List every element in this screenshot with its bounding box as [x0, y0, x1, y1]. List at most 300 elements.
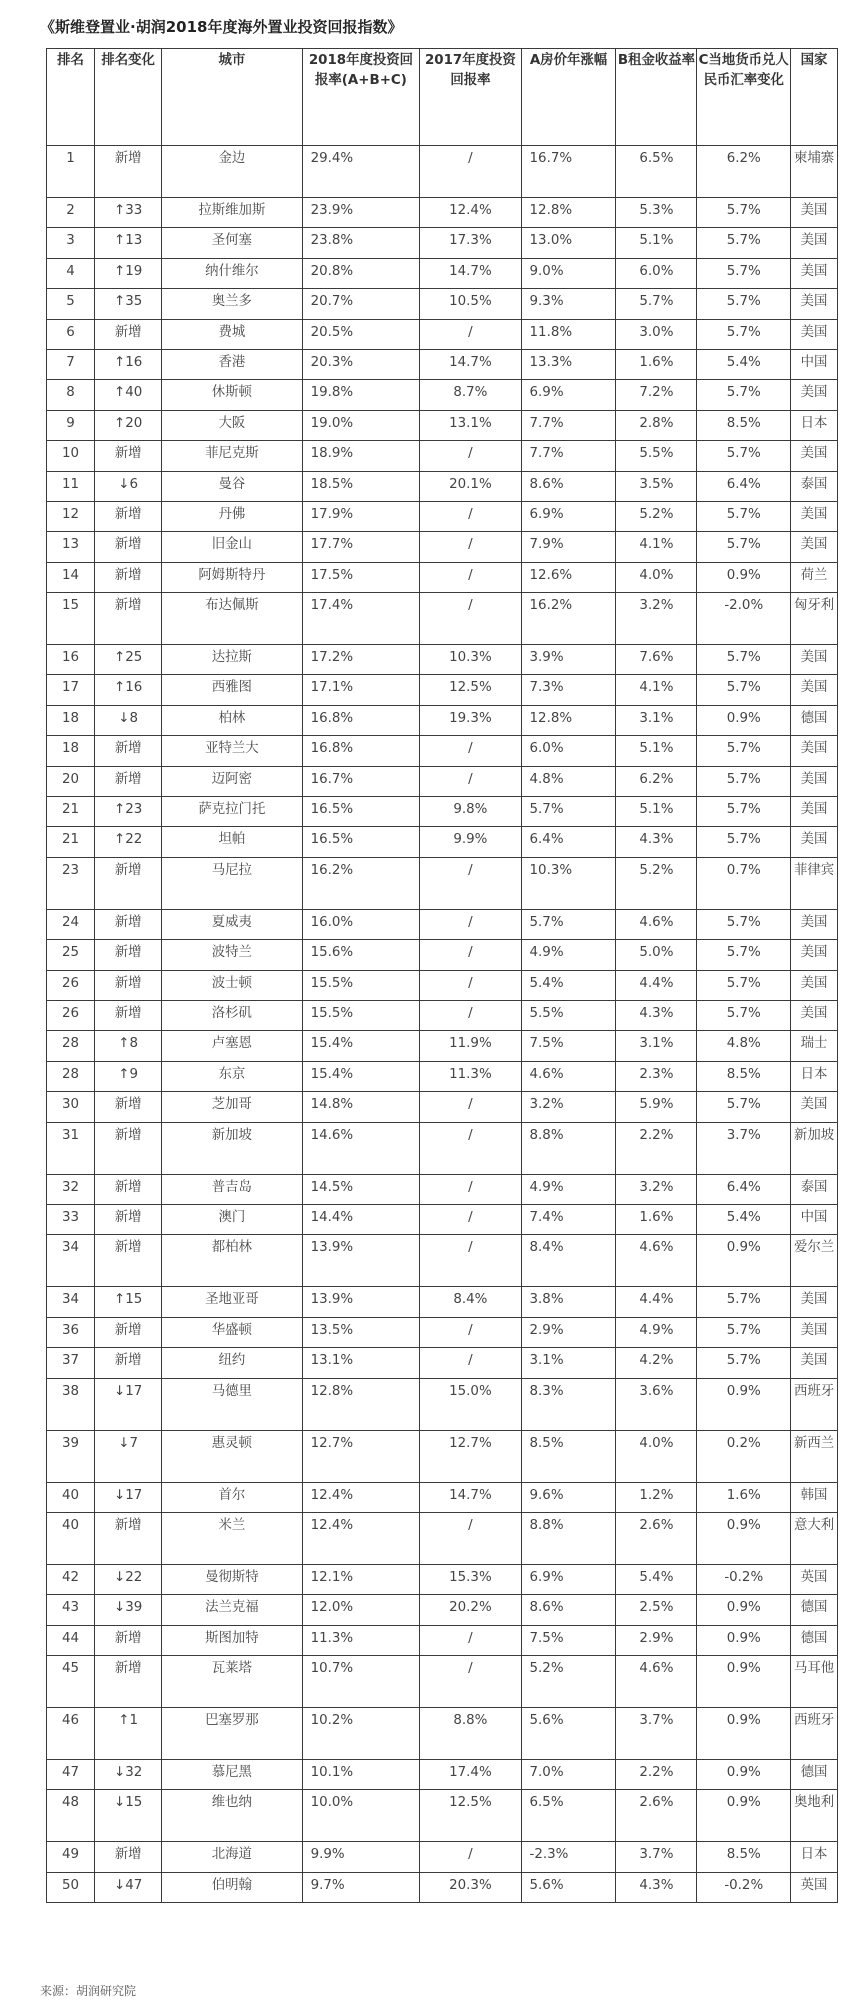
cell-city: 伯明翰 — [162, 1872, 302, 1902]
cell-return-2018: 16.0% — [302, 909, 420, 939]
cell-return-2018: 12.1% — [302, 1564, 420, 1594]
cell-city: 都柏林 — [162, 1235, 302, 1287]
cell-rental-yield: 5.1% — [616, 797, 697, 827]
cell-rank: 32 — [47, 1174, 95, 1204]
cell-rental-yield: 6.0% — [616, 258, 697, 288]
cell-price-growth: 6.9% — [521, 501, 616, 531]
cell-country: 匈牙利 — [791, 593, 838, 645]
cell-country: 荷兰 — [791, 562, 838, 592]
cell-rank: 37 — [47, 1348, 95, 1378]
table-row — [47, 827, 838, 857]
cell-rank-change: 新增 — [95, 1235, 162, 1287]
cell-return-2018: 23.9% — [302, 198, 420, 228]
cell-country: 瑞士 — [791, 1031, 838, 1061]
cell-return-2018: 18.5% — [302, 471, 420, 501]
cell-rank: 49 — [47, 1842, 95, 1872]
cell-return-2018: 20.3% — [302, 349, 420, 379]
cell-return-2017: 20.1% — [420, 471, 521, 501]
table-row — [47, 1317, 838, 1347]
cell-return-2017: / — [420, 1656, 521, 1708]
table-row — [47, 1031, 838, 1061]
cell-rank-change: ↑8 — [95, 1031, 162, 1061]
cell-country: 美国 — [791, 675, 838, 705]
cell-rental-yield: 2.9% — [616, 1625, 697, 1655]
cell-country: 英国 — [791, 1564, 838, 1594]
cell-return-2018: 13.1% — [302, 1348, 420, 1378]
cell-country: 奥地利 — [791, 1790, 838, 1842]
cell-city: 慕尼黑 — [162, 1760, 302, 1790]
cell-fx-change: 5.7% — [697, 289, 791, 319]
cell-city: 夏威夷 — [162, 909, 302, 939]
cell-price-growth: -2.3% — [521, 1842, 616, 1872]
cell-return-2017: / — [420, 1348, 521, 1378]
cell-return-2018: 17.9% — [302, 501, 420, 531]
cell-rank-change: ↑35 — [95, 289, 162, 319]
cell-country: 美国 — [791, 827, 838, 857]
table-row — [47, 1235, 838, 1287]
cell-return-2017: / — [420, 146, 521, 198]
cell-rental-yield: 4.9% — [616, 1317, 697, 1347]
cell-country: 美国 — [791, 909, 838, 939]
cell-return-2018: 12.7% — [302, 1430, 420, 1482]
table-row — [47, 146, 838, 198]
cell-return-2017: 12.4% — [420, 198, 521, 228]
cell-fx-change: 6.4% — [697, 1174, 791, 1204]
cell-rank-change: 新增 — [95, 766, 162, 796]
cell-rank: 39 — [47, 1430, 95, 1482]
cell-rank: 26 — [47, 970, 95, 1000]
cell-city: 东京 — [162, 1061, 302, 1091]
cell-price-growth: 7.3% — [521, 675, 616, 705]
table-body — [47, 146, 838, 1903]
table-row — [47, 1061, 838, 1091]
cell-country: 日本 — [791, 1842, 838, 1872]
table-row — [47, 258, 838, 288]
cell-rank: 36 — [47, 1317, 95, 1347]
cell-fx-change: 5.7% — [697, 532, 791, 562]
cell-rental-yield: 5.7% — [616, 289, 697, 319]
cell-rank: 9 — [47, 410, 95, 440]
cell-price-growth: 5.7% — [521, 909, 616, 939]
cell-return-2018: 20.5% — [302, 319, 420, 349]
cell-rank-change: ↑9 — [95, 1061, 162, 1091]
cell-city: 奥兰多 — [162, 289, 302, 319]
cell-return-2018: 14.6% — [302, 1122, 420, 1174]
table-row — [47, 1595, 838, 1625]
cell-fx-change: 5.7% — [697, 736, 791, 766]
cell-city: 北海道 — [162, 1842, 302, 1872]
cell-return-2017: / — [420, 501, 521, 531]
cell-return-2017: 12.7% — [420, 1430, 521, 1482]
cell-country: 美国 — [791, 319, 838, 349]
cell-return-2018: 13.9% — [302, 1235, 420, 1287]
cell-fx-change: -0.2% — [697, 1872, 791, 1902]
cell-price-growth: 12.8% — [521, 198, 616, 228]
cell-country: 德国 — [791, 1625, 838, 1655]
cell-price-growth: 3.1% — [521, 1348, 616, 1378]
cell-rank: 48 — [47, 1790, 95, 1842]
cell-country: 美国 — [791, 766, 838, 796]
cell-fx-change: 3.7% — [697, 1122, 791, 1174]
cell-return-2017: 17.4% — [420, 1760, 521, 1790]
cell-price-growth: 5.4% — [521, 970, 616, 1000]
table-header-row — [47, 49, 838, 146]
cell-rental-yield: 4.0% — [616, 1430, 697, 1482]
cell-rank-change: 新增 — [95, 1000, 162, 1030]
cell-price-growth: 6.4% — [521, 827, 616, 857]
cell-fx-change: 5.7% — [697, 228, 791, 258]
cell-return-2017: 10.5% — [420, 289, 521, 319]
cell-return-2017: 15.3% — [420, 1564, 521, 1594]
cell-rank-change: ↓17 — [95, 1378, 162, 1430]
cell-rental-yield: 4.2% — [616, 1348, 697, 1378]
cell-rank: 26 — [47, 1000, 95, 1030]
cell-price-growth: 16.2% — [521, 593, 616, 645]
cell-rank-change: 新增 — [95, 1092, 162, 1122]
cell-fx-change: 5.7% — [697, 258, 791, 288]
cell-fx-change: 5.7% — [697, 1287, 791, 1317]
cell-price-growth: 8.8% — [521, 1122, 616, 1174]
cell-return-2017: / — [420, 909, 521, 939]
cell-price-growth: 7.5% — [521, 1031, 616, 1061]
cell-price-growth: 3.9% — [521, 645, 616, 675]
cell-return-2017: 8.7% — [420, 380, 521, 410]
cell-country: 西班牙 — [791, 1708, 838, 1760]
cell-rank-change: 新增 — [95, 1122, 162, 1174]
cell-price-growth: 3.2% — [521, 1092, 616, 1122]
cell-return-2018: 16.5% — [302, 797, 420, 827]
header-price-growth: A房价年涨幅 — [521, 49, 616, 146]
header-rental-yield: B租金收益率 — [616, 49, 697, 146]
cell-return-2018: 18.9% — [302, 441, 420, 471]
cell-rank: 21 — [47, 797, 95, 827]
cell-price-growth: 6.9% — [521, 1564, 616, 1594]
cell-country: 美国 — [791, 1092, 838, 1122]
cell-city: 迈阿密 — [162, 766, 302, 796]
cell-rank: 7 — [47, 349, 95, 379]
cell-return-2018: 16.7% — [302, 766, 420, 796]
cell-return-2017: 13.1% — [420, 410, 521, 440]
cell-fx-change: 6.2% — [697, 146, 791, 198]
cell-return-2018: 17.4% — [302, 593, 420, 645]
cell-rental-yield: 3.2% — [616, 1174, 697, 1204]
cell-return-2018: 20.8% — [302, 258, 420, 288]
cell-country: 美国 — [791, 797, 838, 827]
cell-fx-change: 8.5% — [697, 1061, 791, 1091]
table-row — [47, 349, 838, 379]
cell-country: 美国 — [791, 1287, 838, 1317]
cell-fx-change: 5.7% — [697, 1348, 791, 1378]
cell-price-growth: 6.5% — [521, 1790, 616, 1842]
cell-return-2017: 12.5% — [420, 675, 521, 705]
cell-rank: 34 — [47, 1235, 95, 1287]
cell-rank-change: 新增 — [95, 532, 162, 562]
cell-city: 波特兰 — [162, 940, 302, 970]
cell-rank-change: 新增 — [95, 562, 162, 592]
cell-rental-yield: 3.7% — [616, 1842, 697, 1872]
table-row — [47, 1348, 838, 1378]
cell-country: 英国 — [791, 1872, 838, 1902]
cell-rank: 5 — [47, 289, 95, 319]
cell-return-2018: 13.5% — [302, 1317, 420, 1347]
cell-rank: 40 — [47, 1512, 95, 1564]
cell-return-2018: 17.1% — [302, 675, 420, 705]
cell-return-2018: 19.8% — [302, 380, 420, 410]
cell-rank-change: 新增 — [95, 593, 162, 645]
cell-country: 美国 — [791, 1348, 838, 1378]
cell-price-growth: 7.0% — [521, 1760, 616, 1790]
cell-fx-change: 4.8% — [697, 1031, 791, 1061]
header-rank: 排名 — [47, 49, 95, 146]
cell-country: 美国 — [791, 289, 838, 319]
cell-country: 中国 — [791, 349, 838, 379]
cell-rank: 31 — [47, 1122, 95, 1174]
cell-city: 新加坡 — [162, 1122, 302, 1174]
cell-rental-yield: 7.2% — [616, 380, 697, 410]
cell-rental-yield: 4.3% — [616, 1872, 697, 1902]
cell-return-2018: 14.4% — [302, 1204, 420, 1234]
cell-city: 亚特兰大 — [162, 736, 302, 766]
table-row — [47, 766, 838, 796]
cell-rental-yield: 4.6% — [616, 1656, 697, 1708]
cell-rental-yield: 3.7% — [616, 1708, 697, 1760]
cell-rank: 34 — [47, 1287, 95, 1317]
cell-rank-change: ↓22 — [95, 1564, 162, 1594]
cell-price-growth: 9.0% — [521, 258, 616, 288]
cell-return-2018: 13.9% — [302, 1287, 420, 1317]
cell-rental-yield: 3.0% — [616, 319, 697, 349]
cell-fx-change: 0.9% — [697, 1595, 791, 1625]
cell-country: 美国 — [791, 970, 838, 1000]
header-country: 国家 — [791, 49, 838, 146]
cell-fx-change: 0.7% — [697, 857, 791, 909]
cell-city: 达拉斯 — [162, 645, 302, 675]
cell-city: 纽约 — [162, 1348, 302, 1378]
cell-return-2017: 11.3% — [420, 1061, 521, 1091]
cell-rank-change: 新增 — [95, 1512, 162, 1564]
cell-rank-change: ↑19 — [95, 258, 162, 288]
cell-fx-change: -0.2% — [697, 1564, 791, 1594]
cell-rental-yield: 5.5% — [616, 441, 697, 471]
table-row — [47, 1512, 838, 1564]
cell-country: 西班牙 — [791, 1378, 838, 1430]
cell-fx-change: 5.7% — [697, 766, 791, 796]
cell-price-growth: 4.6% — [521, 1061, 616, 1091]
cell-city: 费城 — [162, 319, 302, 349]
table-row — [47, 562, 838, 592]
header-fx-change: C当地货币兑人民币汇率变化 — [697, 49, 791, 146]
cell-fx-change: 5.7% — [697, 1000, 791, 1030]
cell-price-growth: 12.6% — [521, 562, 616, 592]
cell-country: 美国 — [791, 198, 838, 228]
cell-rental-yield: 5.9% — [616, 1092, 697, 1122]
table-row — [47, 645, 838, 675]
cell-price-growth: 7.4% — [521, 1204, 616, 1234]
investment-return-table — [46, 48, 838, 1903]
cell-price-growth: 10.3% — [521, 857, 616, 909]
cell-city: 丹佛 — [162, 501, 302, 531]
cell-price-growth: 4.9% — [521, 1174, 616, 1204]
cell-fx-change: 5.7% — [697, 198, 791, 228]
cell-fx-change: 5.7% — [697, 380, 791, 410]
cell-country: 爱尔兰 — [791, 1235, 838, 1287]
cell-city: 巴塞罗那 — [162, 1708, 302, 1760]
cell-rental-yield: 5.2% — [616, 501, 697, 531]
cell-city: 曼彻斯特 — [162, 1564, 302, 1594]
cell-rank-change: ↑1 — [95, 1708, 162, 1760]
table-row — [47, 1174, 838, 1204]
cell-rental-yield: 2.2% — [616, 1122, 697, 1174]
cell-rank: 12 — [47, 501, 95, 531]
cell-return-2018: 11.3% — [302, 1625, 420, 1655]
cell-rental-yield: 6.5% — [616, 146, 697, 198]
cell-rank: 17 — [47, 675, 95, 705]
cell-return-2018: 12.8% — [302, 1378, 420, 1430]
cell-return-2017: 19.3% — [420, 705, 521, 735]
cell-country: 美国 — [791, 532, 838, 562]
cell-price-growth: 9.6% — [521, 1482, 616, 1512]
cell-return-2018: 15.4% — [302, 1061, 420, 1091]
cell-price-growth: 8.4% — [521, 1235, 616, 1287]
cell-city: 斯图加特 — [162, 1625, 302, 1655]
cell-city: 西雅图 — [162, 675, 302, 705]
cell-city: 柏林 — [162, 705, 302, 735]
cell-rank: 6 — [47, 319, 95, 349]
cell-return-2017: 11.9% — [420, 1031, 521, 1061]
cell-return-2017: / — [420, 1174, 521, 1204]
cell-rental-yield: 4.1% — [616, 532, 697, 562]
table-row — [47, 705, 838, 735]
cell-country: 新西兰 — [791, 1430, 838, 1482]
cell-price-growth: 9.3% — [521, 289, 616, 319]
cell-return-2017: 20.2% — [420, 1595, 521, 1625]
cell-city: 菲尼克斯 — [162, 441, 302, 471]
cell-rank: 13 — [47, 532, 95, 562]
cell-country: 美国 — [791, 258, 838, 288]
cell-return-2017: 14.7% — [420, 1482, 521, 1512]
cell-return-2018: 17.2% — [302, 645, 420, 675]
cell-country: 意大利 — [791, 1512, 838, 1564]
table-row — [47, 675, 838, 705]
cell-rank-change: 新增 — [95, 319, 162, 349]
cell-return-2017: 9.8% — [420, 797, 521, 827]
cell-rank: 3 — [47, 228, 95, 258]
cell-price-growth: 13.0% — [521, 228, 616, 258]
cell-return-2017: 15.0% — [420, 1378, 521, 1430]
cell-return-2017: / — [420, 1512, 521, 1564]
cell-return-2017: / — [420, 441, 521, 471]
cell-country: 柬埔寨 — [791, 146, 838, 198]
cell-country: 美国 — [791, 228, 838, 258]
cell-rank-change: ↑15 — [95, 1287, 162, 1317]
cell-rank-change: 新增 — [95, 146, 162, 198]
cell-return-2017: / — [420, 593, 521, 645]
cell-price-growth: 4.8% — [521, 766, 616, 796]
cell-rank: 46 — [47, 1708, 95, 1760]
table-row — [47, 1760, 838, 1790]
cell-return-2018: 17.5% — [302, 562, 420, 592]
cell-rental-yield: 2.2% — [616, 1760, 697, 1790]
cell-fx-change: 0.9% — [697, 1235, 791, 1287]
cell-rental-yield: 4.4% — [616, 1287, 697, 1317]
cell-country: 日本 — [791, 1061, 838, 1091]
cell-fx-change: 5.7% — [697, 970, 791, 1000]
cell-fx-change: 0.9% — [697, 1512, 791, 1564]
cell-return-2018: 15.5% — [302, 1000, 420, 1030]
cell-rental-yield: 3.2% — [616, 593, 697, 645]
cell-rental-yield: 2.5% — [616, 1595, 697, 1625]
cell-country: 德国 — [791, 1760, 838, 1790]
cell-rank-change: 新增 — [95, 501, 162, 531]
cell-rental-yield: 2.6% — [616, 1790, 697, 1842]
cell-fx-change: -2.0% — [697, 593, 791, 645]
cell-city: 瓦莱塔 — [162, 1656, 302, 1708]
cell-rental-yield: 5.4% — [616, 1564, 697, 1594]
cell-city: 芝加哥 — [162, 1092, 302, 1122]
cell-rank-change: 新增 — [95, 1656, 162, 1708]
cell-price-growth: 7.9% — [521, 532, 616, 562]
cell-price-growth: 6.9% — [521, 380, 616, 410]
cell-fx-change: 0.9% — [697, 1656, 791, 1708]
cell-city: 曼谷 — [162, 471, 302, 501]
cell-price-growth: 12.8% — [521, 705, 616, 735]
cell-rank-change: ↓17 — [95, 1482, 162, 1512]
cell-rank: 23 — [47, 857, 95, 909]
cell-rental-yield: 4.3% — [616, 1000, 697, 1030]
cell-fx-change: 0.9% — [697, 562, 791, 592]
cell-city: 惠灵顿 — [162, 1430, 302, 1482]
cell-rank: 50 — [47, 1872, 95, 1902]
cell-city: 旧金山 — [162, 532, 302, 562]
cell-price-growth: 8.6% — [521, 1595, 616, 1625]
cell-return-2017: / — [420, 1204, 521, 1234]
cell-return-2017: / — [420, 1092, 521, 1122]
cell-rank-change: ↑40 — [95, 380, 162, 410]
cell-rank: 28 — [47, 1031, 95, 1061]
table-row — [47, 1564, 838, 1594]
cell-fx-change: 8.5% — [697, 410, 791, 440]
cell-price-growth: 3.8% — [521, 1287, 616, 1317]
cell-price-growth: 5.7% — [521, 797, 616, 827]
cell-rank: 40 — [47, 1482, 95, 1512]
cell-rental-yield: 4.1% — [616, 675, 697, 705]
cell-fx-change: 5.7% — [697, 645, 791, 675]
cell-price-growth: 16.7% — [521, 146, 616, 198]
cell-price-growth: 8.6% — [521, 471, 616, 501]
cell-rank: 24 — [47, 909, 95, 939]
cell-city: 纳什维尔 — [162, 258, 302, 288]
cell-return-2017: 9.9% — [420, 827, 521, 857]
cell-fx-change: 0.9% — [697, 705, 791, 735]
cell-rank: 33 — [47, 1204, 95, 1234]
cell-return-2018: 12.4% — [302, 1482, 420, 1512]
cell-return-2017: / — [420, 1000, 521, 1030]
cell-rank: 8 — [47, 380, 95, 410]
cell-country: 中国 — [791, 1204, 838, 1234]
cell-rank-change: 新增 — [95, 909, 162, 939]
cell-rank: 47 — [47, 1760, 95, 1790]
table-row — [47, 198, 838, 228]
cell-rank-change: 新增 — [95, 441, 162, 471]
table-row — [47, 797, 838, 827]
table-row — [47, 1790, 838, 1842]
cell-rental-yield: 1.6% — [616, 349, 697, 379]
cell-city: 坦帕 — [162, 827, 302, 857]
cell-country: 德国 — [791, 1595, 838, 1625]
cell-fx-change: 0.9% — [697, 1625, 791, 1655]
cell-price-growth: 7.7% — [521, 410, 616, 440]
cell-country: 菲律宾 — [791, 857, 838, 909]
